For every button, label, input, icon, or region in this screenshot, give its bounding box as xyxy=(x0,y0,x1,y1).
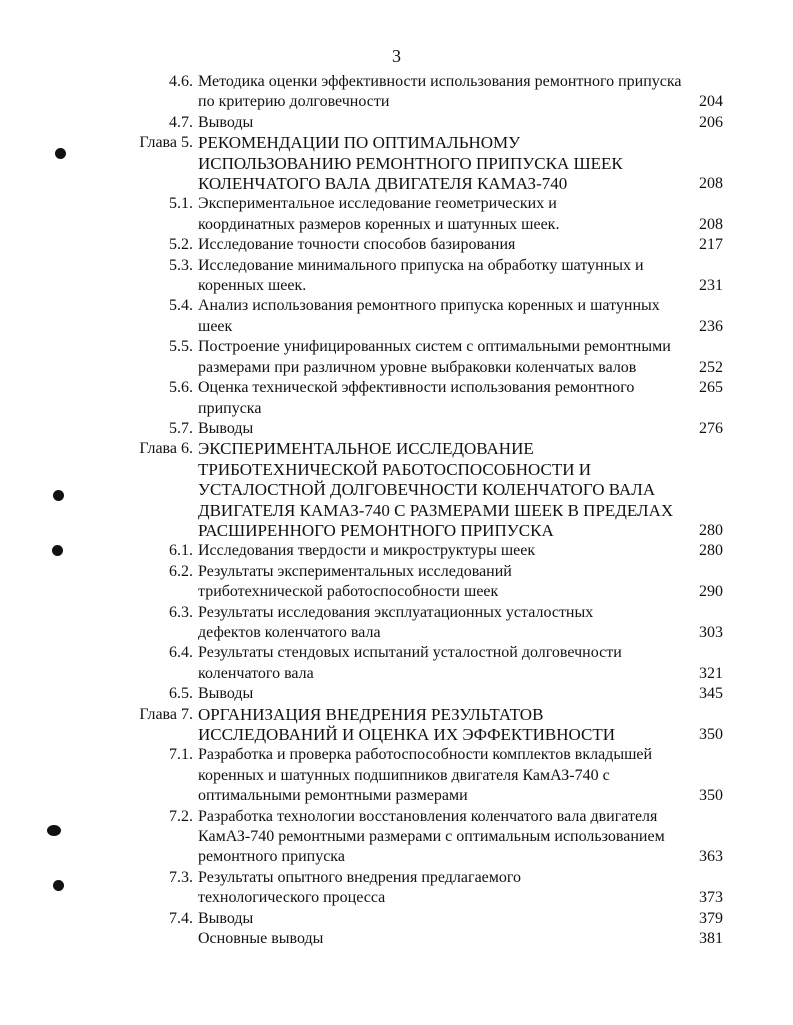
toc-chapter xyxy=(0,439,793,541)
toc-entry xyxy=(0,868,793,909)
toc-entry-page: 236 xyxy=(699,317,723,335)
toc-entry xyxy=(0,807,793,868)
toc-entry xyxy=(0,909,793,929)
toc-entry-number: 6.1. xyxy=(169,542,193,560)
toc-entry-title: Выводы xyxy=(198,909,254,927)
toc-entry-page: 381 xyxy=(699,930,723,948)
toc-entry-number: 5.7. xyxy=(169,419,193,437)
toc-entry xyxy=(0,643,793,684)
toc-entry-number: 6.3. xyxy=(169,603,193,621)
toc-entry-page: 204 xyxy=(699,93,723,111)
toc-entry-title: Выводы xyxy=(198,419,254,437)
toc-entry-title: Разработка технологии восстановления коленчатого вала двигателя КамАЗ-740 ремонтными размерами с оптимальным использованием ремонтного припуска xyxy=(198,807,665,866)
toc-entry-number: 6.2. xyxy=(169,562,193,580)
toc-entry-page: 208 xyxy=(699,175,723,193)
toc-chapter-title: ЭКСПЕРИМЕНТАЛЬНОЕ ИССЛЕДОВАНИЕ ТРИБОТЕХНИЧЕСКОЙ РАБОТОСПОСОБНОСТИ И УСТАЛОСТНОЙ ДОЛГОВЕЧНОСТИ КОЛЕНЧАТОГО ВАЛА ДВИГАТЕЛЯ КАМАЗ-740 С РАЗМЕРАМИ ШЕЕК В ПРЕДЕЛАХ РАСШИРЕННОГО РЕМОНТНОГО ПРИПУСКА xyxy=(198,439,674,540)
toc-entry-number: 7.3. xyxy=(169,868,193,886)
toc-entry xyxy=(0,256,793,297)
toc-entry-title: Результаты опытного внедрения предлагаемого технологического процесса xyxy=(198,868,522,907)
toc-entry-page: 217 xyxy=(699,236,723,254)
ink-blot xyxy=(55,148,66,159)
toc-entry-page: 206 xyxy=(699,113,723,131)
toc-entry xyxy=(0,929,793,949)
toc-entry-page: 231 xyxy=(699,277,723,295)
toc-chapter-number: Глава 6. xyxy=(139,440,193,458)
toc-entry xyxy=(0,72,793,113)
toc-entry-title: Исследование минимального припуска на обработку шатунных и коренных шеек. xyxy=(198,256,644,295)
toc-entry-number: 5.1. xyxy=(169,195,193,213)
toc-chapter-title: РЕКОМЕНДАЦИИ ПО ОПТИМАЛЬНОМУ ИСПОЛЬЗОВАНИЮ РЕМОНТНОГО ПРИПУСКА ШЕЕК КОЛЕНЧАТОГО ВАЛА ДВИГАТЕЛЯ КАМАЗ-740 xyxy=(198,133,623,194)
toc-entry xyxy=(0,378,793,419)
toc-entry-number: 6.4. xyxy=(169,644,193,662)
toc-entry-page: 303 xyxy=(699,623,723,641)
toc-entry-title: Исследование точности способов базирования xyxy=(198,236,516,254)
ink-blot xyxy=(53,880,64,891)
toc-entry-number: 7.1. xyxy=(169,746,193,764)
table-of-contents xyxy=(0,72,793,949)
toc-entry xyxy=(0,541,793,561)
toc-entry-page: 290 xyxy=(699,583,723,601)
toc-entry-page: 379 xyxy=(699,909,723,927)
toc-entry-title: Построение унифицированных систем с оптимальными ремонтными размерами при различном уровне выбраковки коленчатых валов xyxy=(198,338,671,376)
ink-blot xyxy=(53,490,64,501)
toc-entry xyxy=(0,562,793,603)
toc-entry-title: Выводы xyxy=(198,685,254,703)
toc-entry-page: 363 xyxy=(699,848,723,866)
toc-entry xyxy=(0,603,793,644)
toc-entry xyxy=(0,194,793,235)
toc-entry-page: 280 xyxy=(699,521,723,539)
toc-entry-title: Результаты исследования эксплуатационных усталостных дефектов коленчатого вала xyxy=(198,603,594,641)
toc-entry xyxy=(0,419,793,439)
toc-entry-title: Основные выводы xyxy=(198,930,324,948)
toc-entry xyxy=(0,745,793,806)
toc-entry-number: 5.2. xyxy=(169,236,193,254)
toc-entry xyxy=(0,296,793,337)
toc-chapter xyxy=(0,133,793,194)
toc-entry-title: Анализ использования ремонтного припуска коренных и шатунных шеек xyxy=(198,297,660,335)
toc-chapter-number: Глава 7. xyxy=(139,705,193,723)
toc-entry-title: Исследования твердости и микроструктуры шеек xyxy=(198,542,536,560)
toc-entry xyxy=(0,337,793,378)
toc-entry-title: Выводы xyxy=(198,113,254,131)
toc-entry-number: 5.5. xyxy=(169,338,193,356)
ink-blot xyxy=(52,545,63,556)
toc-entry-title: Оценка технической эффективности использования ремонтного припуска xyxy=(198,379,635,417)
toc-entry-page: 276 xyxy=(699,419,723,437)
toc-entry-title: Экспериментальное исследование геометрических и координатных размеров коренных и шатунных шеек. xyxy=(198,195,560,233)
toc-entry-page: 321 xyxy=(699,664,723,682)
toc-entry-page: 265 xyxy=(699,379,723,397)
toc-entry-number: 4.6. xyxy=(169,73,193,90)
toc-entry-page: 373 xyxy=(699,889,723,907)
toc-entry-number: 5.4. xyxy=(169,297,193,315)
toc-entry xyxy=(0,235,793,255)
toc-entry-page: 345 xyxy=(699,685,723,703)
toc-entry-number: 5.3. xyxy=(169,256,193,274)
toc-entry-title: Разработка и проверка работоспособности комплектов вкладышей коренных и шатунных подшипников двигателя КамАЗ-740 с оптимальными ремонтными размерами xyxy=(198,746,653,805)
toc-chapter-title: ОРГАНИЗАЦИЯ ВНЕДРЕНИЯ РЕЗУЛЬТАТОВ ИССЛЕДОВАНИЙ И ОЦЕНКА ИХ ЭФФЕКТИВНОСТИ xyxy=(198,704,616,744)
toc-chapter xyxy=(0,705,793,746)
toc-entry-title: Методика оценки эффективности использования ремонтного припуска по критерию долговечности xyxy=(198,73,682,111)
toc-chapter-number: Глава 5. xyxy=(139,134,193,152)
toc-entry xyxy=(0,113,793,133)
toc-entry-page: 280 xyxy=(699,542,723,560)
toc-entry-number: 7.2. xyxy=(169,807,193,825)
ink-blot xyxy=(47,825,61,836)
page-number: 3 xyxy=(392,46,401,66)
toc-entry-page: 350 xyxy=(699,726,723,743)
toc-entry-title: Результаты стендовых испытаний усталостной долговечности коленчатого вала xyxy=(198,644,622,682)
toc-entry-title: Результаты экспериментальных исследований триботехнической работоспособности шеек xyxy=(198,562,512,601)
toc-entry xyxy=(0,684,793,704)
toc-entry-number: 4.7. xyxy=(169,113,193,131)
toc-entry-number: 6.5. xyxy=(169,685,193,703)
toc-entry-number: 5.6. xyxy=(169,379,193,397)
toc-entry-number: 7.4. xyxy=(169,909,193,927)
toc-entry-page: 350 xyxy=(699,787,723,805)
toc-entry-page: 252 xyxy=(699,358,723,376)
toc-entry-page: 208 xyxy=(699,215,723,233)
